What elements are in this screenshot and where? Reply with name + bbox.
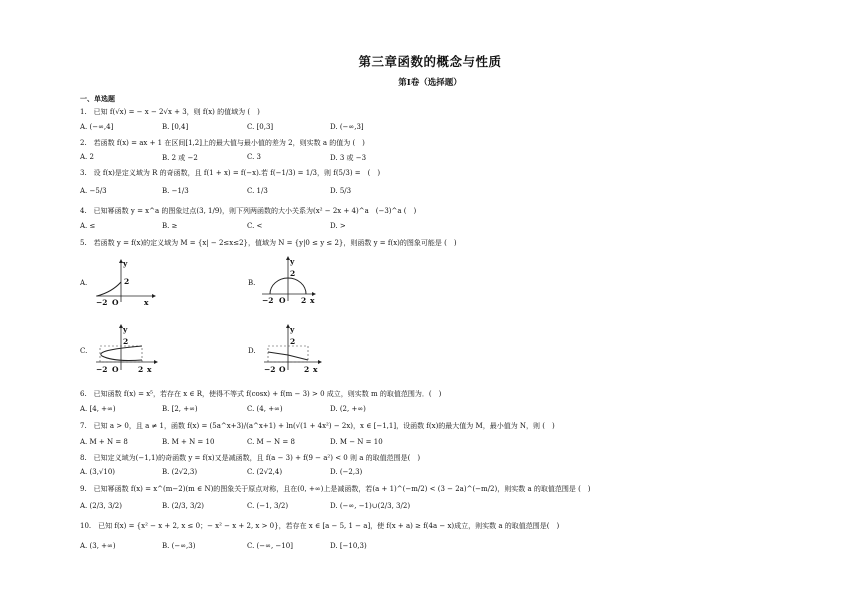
q2-option-c: C. 3: [247, 153, 262, 161]
q1-option-c: C. [0,3]: [247, 123, 274, 131]
label-neg-two: −2: [96, 365, 108, 374]
q4-option-d: D. >: [330, 222, 346, 230]
q1-option-a: A. (−∞,4]: [80, 123, 114, 131]
q8-option-a: A. (3,√10): [80, 468, 116, 476]
question-7-stem: 7. 已知 a > 0，且 a ≠ 1，函数 f(x) = (5a^x+3)/(a^x+1) + ln(√(1 + 4x²) − 2x)，x ∈ [−1,1]，设函数 f(x)的最大值为 M，最小值为 N，则 ( ): [80, 422, 555, 430]
q9-option-a: A. (2/3, 3/2): [80, 502, 122, 510]
q5-option-d: D.: [248, 347, 256, 355]
q5-option-b: B.: [248, 279, 256, 287]
q10-option-a: A. (3, +∞): [80, 542, 116, 550]
label-neg-two: −2: [264, 365, 276, 374]
label-y: y: [123, 259, 128, 268]
label-two: 2: [290, 269, 296, 278]
question-5-stem: 5. 若函数 y = f(x)的定义域为 M = {x| − 2≤x≤2}，值域为 N = {y|0 ≤ y ≤ 2}，则函数 y = f(x)的图象可能是 ( ): [80, 239, 457, 247]
q6-option-b: B. [2, +∞): [162, 405, 198, 413]
label-origin: O: [112, 298, 119, 307]
q7-option-a: A. M + N = 8: [80, 438, 128, 446]
label-two-x: 2: [301, 296, 307, 305]
label-two: 2: [290, 337, 296, 346]
label-origin: O: [112, 365, 119, 374]
label-x: x: [147, 365, 152, 374]
q8-option-c: C. (2√2,4): [247, 468, 283, 476]
label-y: y: [290, 325, 295, 334]
q5-option-c: C.: [80, 347, 88, 355]
question-10-stem: 10. 已知 f(x) = {x² − x + 2, x ≤ 0；− x² − x + 2, x > 0}，若存在 x ∈ [a − 5, 1 − a]，使 f(x + a) ≥ f(4a − x)成立，则实数 a 的取值范围是( ): [80, 522, 560, 530]
label-x: x: [313, 365, 318, 374]
question-8-stem: 8. 已知定义域为(−1,1)的奇函数 y = f(x)又是减函数，且 f(a − 3) + f(9 − a²) < 0 则 a 的取值范围是( ): [80, 454, 421, 462]
q5-option-a: A.: [80, 279, 88, 287]
label-y: y: [290, 257, 295, 266]
q3-option-a: A. −5/3: [80, 187, 107, 195]
q4-option-b: B. ≥: [162, 222, 178, 230]
q2-option-b: B. 2 或 −2: [162, 154, 198, 162]
q7-option-b: B. M + N = 10: [162, 438, 215, 446]
q7-option-c: C. M − N = 8: [247, 438, 295, 446]
question-3-stem: 3. 设 f(x)是定义域为 R 的奇函数，且 f(1 + x) = f(−x).若 f(−1/3) = 1/3，则 f(5/3) = ( ): [80, 169, 381, 177]
q3-option-c: C. 1/3: [247, 187, 268, 195]
q10-option-b: B. (−∞,3): [162, 542, 196, 550]
question-6-stem: 6. 已知函数 f(x) = x⁵，若存在 x ∈ R，使得不等式 f(cosx) + f(m − 3) > 0 成立，则实数 m 的取值范围为．( ): [80, 390, 442, 398]
q6-option-c: C. (4, +∞): [247, 405, 283, 413]
label-origin: O: [279, 365, 286, 374]
q6-option-d: D. (2, +∞): [330, 405, 366, 413]
label-origin: O: [279, 296, 286, 305]
q5-graph-c: [94, 324, 164, 374]
label-two: 2: [123, 337, 129, 346]
q1-option-b: B. [0,4]: [162, 123, 189, 131]
q10-option-d: D. [−10,3): [330, 542, 367, 550]
q2-option-a: A. 2: [80, 153, 94, 161]
section-heading: 一、单选题: [80, 94, 115, 103]
label-two: 2: [124, 277, 130, 286]
q4-option-c: C. <: [247, 222, 263, 230]
q5-graph-a: [94, 258, 164, 306]
q4-option-a: A. ≤: [80, 222, 96, 230]
label-x: x: [310, 296, 315, 305]
page-subtitle: 第I卷（选择题）: [398, 78, 462, 88]
q5-graph-b: [260, 256, 330, 306]
q3-option-d: D. 5/3: [330, 187, 352, 195]
q9-option-d: D. (−∞, −1)∪(2/3, 3/2): [330, 502, 411, 510]
q7-option-d: D. M − N = 10: [330, 438, 383, 446]
question-2-stem: 2. 若函数 f(x) = ax + 1 在区间[1,2]上的最大值与最小值的差为 2，则实数 a 的值为 ( ): [80, 139, 365, 147]
label-two-x: 2: [304, 365, 310, 374]
label-y: y: [123, 325, 128, 334]
label-neg-two: −2: [96, 298, 108, 307]
q6-option-a: A. [4, +∞): [80, 405, 116, 413]
q3-option-b: B. −1/3: [162, 187, 189, 195]
question-1-stem: 1. 已知 f(√x) = − x − 2√x + 3，则 f(x) 的值域为 ( ): [80, 108, 260, 116]
q9-option-c: C. (−1, 3/2): [247, 502, 289, 510]
q1-option-d: D. (−∞,3]: [330, 123, 364, 131]
q5-graph-d: [262, 324, 332, 374]
label-two-x: 2: [138, 365, 144, 374]
q8-option-d: D. (−2,3): [330, 468, 363, 476]
question-9-stem: 9. 已知幂函数 f(x) = x^(m−2)(m ∈ N)的图象关于原点对称，且在(0, +∞)上是减函数，若(a + 1)^(−m/2) < (3 − 2a)^(−m/2)，则实数 a 的取值范围是 ( ): [80, 485, 591, 493]
q10-option-c: C. (−∞, −10]: [247, 542, 293, 550]
q2-option-d: D. 3 或 −3: [330, 154, 367, 162]
label-neg-two: −2: [262, 296, 274, 305]
page-title: 第三章函数的概念与性质: [358, 54, 502, 69]
q8-option-b: B. (2√2,3): [162, 468, 198, 476]
label-x: x: [144, 298, 149, 307]
q9-option-b: B. (2/3, 3/2): [162, 502, 205, 510]
question-4-stem: 4. 已知幂函数 y = x^a 的图象过点(3, 1/9)，则下列两函数的大小关系为(x² − 2x + 4)^a (−3)^a ( ): [80, 207, 417, 215]
